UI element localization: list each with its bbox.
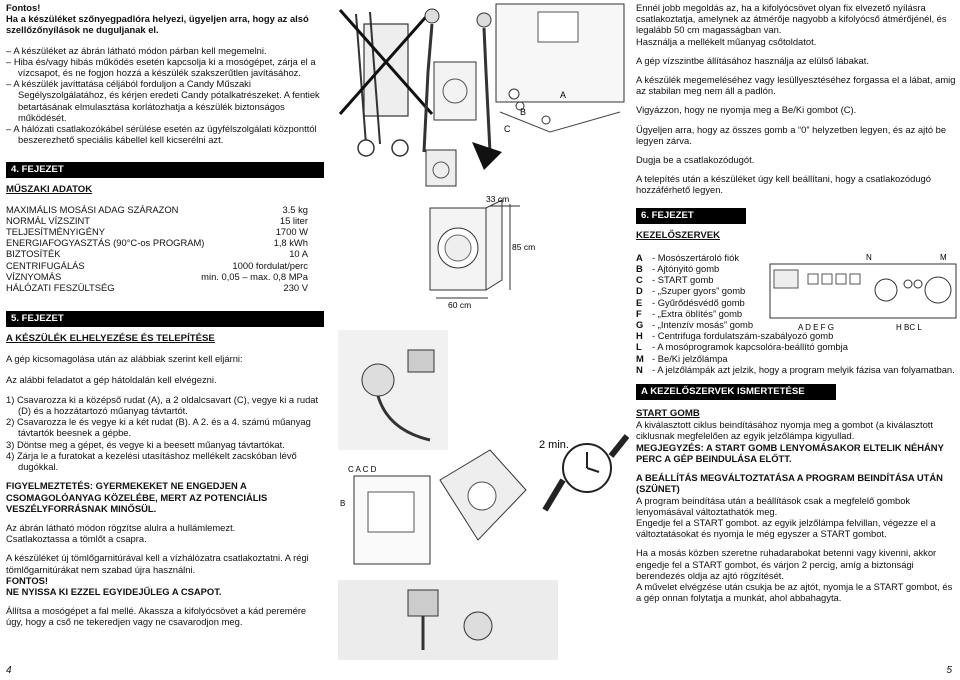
installation-heading: A KÉSZÜLÉK ELHELYEZÉSE ÉS TELEPÍTÉSE: [6, 333, 215, 345]
control-desc: - A jelzőlámpák azt jelzik, hogy a program melyik fázisa van folyamatban.: [652, 363, 955, 375]
label-c: C: [504, 124, 511, 134]
label-b-lower: B: [340, 499, 346, 508]
page-number-left: 4: [6, 665, 12, 676]
control-desc: - „Extra öblítés” gomb: [652, 307, 743, 319]
adjust-heading: A BEÁLLÍTÁS MEGVÁLTOZTATÁSA A PROGRAM BEINDÍTÁSA UTÁN (SZÜNET): [636, 472, 943, 495]
dimension-height: 85 cm: [512, 242, 536, 252]
panel-label-n: N: [866, 253, 872, 262]
tilted-machine-illustration: [430, 440, 530, 560]
paragraph: Ügyeljen arra, hogy az összes gomb a “0” helyzetben legyen, és az ajtó be legyen zárva.: [636, 123, 947, 146]
chapter-6-heading: 6. FEJEZET: [636, 208, 746, 224]
spec-value: min. 0,05 – max. 0,8 MPa: [201, 270, 308, 282]
control-desc: - Be/Ki jelzőlámpa: [652, 352, 728, 364]
spec-value: 15 liter: [279, 214, 308, 226]
left-column: [6, 0, 324, 628]
panel-label-right: H BC L: [896, 323, 922, 332]
spec-key: MAXIMÁLIS MOSÁSI ADAG SZÁRAZON: [6, 203, 179, 215]
control-item: [636, 341, 958, 352]
spec-value: 10 A: [289, 248, 308, 260]
paragraph: Dugja be a csatlakozódugót.: [636, 154, 755, 166]
paragraph: Állítsa a mosógépet a fal mellé. Akassza a kifolyócsövet a kád peremére úgy, hogy a cső ne tekeredjen vagy ne csavarodjon meg.: [6, 605, 307, 628]
control-desc: - A mosóprogramok kapcsolóra-beállító gombja: [652, 341, 848, 353]
panel-label-m: M: [940, 253, 947, 262]
spec-key: HÁLÓZATI FESZÜLTSÉG: [6, 282, 115, 294]
bullet-item: – A készülék javíttatása céljából forduljon a Candy Műszaki Segélyszolgálatához, és kérjen eredeti Candy pótalkatrészeket. A fentiek betartásának elmulasztása korlátozhatja a készülék biztonságos működését.: [6, 78, 320, 123]
warning-title: Fontos!: [6, 2, 41, 13]
chapter-5-heading: 5. FEJEZET: [6, 311, 324, 327]
paragraph: A készüléket új tömlőgarnitúrával kell a vízhálózatra csatlakoztatni. A régi tömlőgarnitúrákat nem szabad újra használni.: [6, 552, 309, 575]
control-key: C: [636, 274, 643, 286]
bullet-item: – Hiba és/vagy hibás működés esetén kapcsolja ki a mosógépet, zárja el a vízcsapot, és ne fogjon hozzá a készülék szakszerűtlen javításához.: [6, 55, 316, 79]
label-b: B: [520, 107, 527, 117]
spec-key: ENERGIAFOGYASZTÁS (90°C-os PROGRAM): [6, 237, 205, 249]
control-key: M: [636, 352, 644, 364]
step-item: 4) Zárja le a furatokat a kezelési utasításhoz mellékelt zacskóban lévő dugókkal.: [6, 449, 297, 473]
spec-key: CENTRIFUGÁLÁS: [6, 259, 85, 271]
control-desc: - Ajtónyitó gomb: [652, 263, 720, 275]
spec-value: 1700 W: [275, 226, 308, 238]
start-button-heading: START GOMB: [636, 408, 700, 420]
label-a: A: [560, 90, 567, 100]
control-desc: - Centrifuga fordulatszám-szabályozó gomb: [652, 330, 834, 342]
machine-back-panel-illustration: [490, 2, 630, 142]
spec-value: 1000 fordulat/perc: [232, 259, 308, 271]
spec-row: [6, 248, 308, 259]
dimension-width: 60 cm: [448, 300, 472, 310]
paragraph: A készülék megemeléséhez vagy lesüllyesztéséhez forgassa el a lábat, amig az stabilan meg nem áll a padlón.: [636, 74, 956, 97]
paragraph: Vigyázzon, hogy ne nyomja meg a Be/Ki gombot (C).: [636, 104, 857, 116]
step-item: 3) Döntse meg a gépet, és vegye ki a beesett műanyag távtartókat.: [6, 438, 285, 450]
back-plate-illustration: [338, 462, 438, 572]
spec-key: BIZTOSÍTÉK: [6, 248, 61, 260]
page-number-right: 5: [946, 665, 952, 676]
paragraph: A program beindítása után a beállítások csak a megfelelő gombok lenyomásával változtathatók meg.: [636, 494, 911, 517]
paragraph: A gép vízszintbe állításához használja az elülső lábakat.: [636, 54, 869, 66]
paragraph: A telepítés után a készüléket úgy kell beállítani, hogy a csatlakozódugó hozzáférhető legyen.: [636, 173, 931, 196]
control-key: D: [636, 285, 643, 297]
water-tap-illustration: [338, 580, 558, 660]
control-key: F: [636, 307, 642, 319]
control-desc: - „Szuper gyors” gomb: [652, 285, 746, 297]
paragraph: Engedje fel a START gombot. az egyik jelzőlámpa felvillan, végezze el a változtatásokat és nyomja le még egyszer a START gombot.: [636, 516, 936, 540]
control-key: N: [636, 363, 643, 375]
spec-row: [6, 204, 308, 215]
bullet-text: A hálózati csatlakozókábel sérülése esetén az ügyfélszolgálati központtól beszerezhető speciális kábellel kell kicserélni azt.: [13, 123, 317, 146]
control-key: B: [636, 263, 643, 275]
control-desc: - „Intenzív mosás” gomb: [652, 319, 754, 331]
spec-table: [6, 204, 308, 294]
control-key: A: [636, 251, 643, 263]
bullet-text: A készüléket az ábrán látható módon párban kell megemelni.: [13, 44, 267, 56]
start-note: MEGJEGYZÉS: A START GOMB LENYOMÁSAKOR ELTELIK NÉHÁNY PERC A GÉP BEINDULÁSA ELŐTT.: [636, 441, 944, 464]
spec-row: [6, 215, 308, 226]
spec-row: [6, 226, 308, 237]
paragraph: Használja a mellékelt műanyag csőtoldatot.: [636, 35, 817, 47]
child-warning: FIGYELMEZTETÉS: GYERMEKEKET NE ENGEDJEN A CSOMAGOLÓANYAG KÖZELÉBE, MERT AZ POTENCIÁLIS VESZÉLYFORRÁSNAK MINŐSÜL.: [6, 480, 268, 514]
control-desc: - Gyűrődésvédő gomb: [652, 296, 745, 308]
control-item: [636, 364, 958, 375]
control-desc: - Mosószertároló fiók: [652, 251, 740, 263]
control-key: L: [636, 341, 642, 353]
spec-row: [6, 260, 308, 271]
step-item: 2) Csavarozza le és vegye ki a két rudat (B). A 2. és a 4. számú műanyag távtartók beesnek a gépbe.: [6, 416, 311, 439]
paragraph: A gép kicsomagolása után az alábbiak szerint kell eljárni:: [6, 353, 243, 365]
paragraph: Ha a mosás közben szeretne ruhadarabokat betenni vagy kivenni, akkor engedje fel a START gombot, és várjon 2 percig, amíg a biztonsági berendezés oldja az ajtó rögzítését.: [636, 547, 937, 581]
technical-data-heading: MŰSZAKI ADATOK: [6, 184, 93, 196]
spec-row: [6, 282, 308, 293]
paragraph: A kiválasztott ciklus beindításához nyomja meg a gombot (a kiválasztott ciklusnak megfelelően az egyik jelzőlámpa kigyullad.: [636, 419, 934, 442]
illustrations-column: [330, 0, 630, 680]
spec-key: VÍZNYOMÁS: [6, 270, 62, 282]
paragraph: Az ábrán látható módon rögzítse alulra a hullámlemezt.: [6, 521, 236, 533]
control-key: G: [636, 319, 644, 331]
step-item: 1) Csavarozza ki a középső rudat (A), a 2 oldalcsavart (C), vegye ki a rudat (D) és a hozzátartozó műanyag távtartót.: [6, 393, 319, 417]
spec-value: 3.5 kg: [282, 203, 308, 215]
bullet-text: A készülék javíttatása céljából forduljon a Candy Műszaki Segélyszolgálatához, és kérjen eredeti Candy pótalkatrészeket. A fentiek betartásának elmulasztása korlátozhatja a készülék biztonságos működését.: [13, 78, 320, 123]
spec-row: [6, 237, 308, 248]
important-title: FONTOS!: [6, 574, 49, 586]
spec-key: NORMÁL VÍZSZINT: [6, 214, 91, 226]
chapter-4-heading: 4. FEJEZET: [6, 162, 324, 178]
controls-description-heading: A KEZELŐSZERVEK ISMERTETÉSE: [636, 384, 836, 400]
panel-label-left: A D E F G: [798, 323, 835, 332]
paragraph: Ennél jobb megoldás az, ha a kifolyócsövet olyan fix elvezető nyílásra csatlakoztatja, amelynek az átmérője nagyobb a kifolyócső átmérőjénél, és legalább 50 cm magasságban van.: [636, 2, 947, 36]
control-desc: - START gomb: [652, 274, 714, 286]
warning-text: Ha a készüléket szőnyegpadlóra helyezi, ügyeljen arra, hogy az alsó szellőzőnyílások ne duguljanak el.: [6, 13, 309, 36]
machine-dimensions-illustration: [390, 140, 570, 310]
bullet-item: – A hálózati csatlakozókábel sérülése esetén az ügyfélszolgálati központtól beszerezhető speciális kábellel kell kicserélni azt.: [6, 123, 317, 146]
control-panel-illustration: [768, 250, 958, 334]
control-key: E: [636, 296, 643, 308]
control-item: [636, 353, 958, 364]
dimension-depth: 33 cm: [486, 194, 510, 204]
paragraph: Csatlakoztassa a tömlőt a csapra.: [6, 533, 147, 545]
bullet-text: Hiba és/vagy hibás működés esetén kapcsolja ki a mosógépet, zárja el a vízcsapot, és ne fogjon hozzá a készülék szakszerűtlen javításához.: [13, 55, 316, 79]
important-text: NE NYISSA KI EZZEL EGYIDEJŰLEG A CSAPOT.: [6, 585, 222, 597]
spec-value: 1,8 kWh: [273, 237, 308, 249]
spec-key: TELJESÍTMÉNYIGÉNY: [6, 226, 105, 238]
control-key: H: [636, 330, 643, 342]
spec-row: [6, 271, 308, 282]
controls-heading: KEZELŐSZERVEK: [636, 229, 721, 241]
two-min-label: 2 min.: [539, 439, 569, 451]
bullet-item: – A készüléket az ábrán látható módon párban kell megemelni.: [6, 44, 267, 56]
two-minute-timer-illustration: [535, 430, 630, 540]
paragraph: Az alábbi feladatot a gép hátoldalán kell elvégezni.: [6, 373, 217, 385]
label-cacd: C A C D: [348, 465, 377, 474]
spec-value: 230 V: [283, 282, 308, 294]
hose-connection-illustration: [338, 330, 448, 450]
paragraph: A művelet elvégzése után csukja be az ajtót, nyomja le a START gombot, és a gép onnan folytatja a munkát, ahol abbahagyta.: [636, 580, 953, 604]
